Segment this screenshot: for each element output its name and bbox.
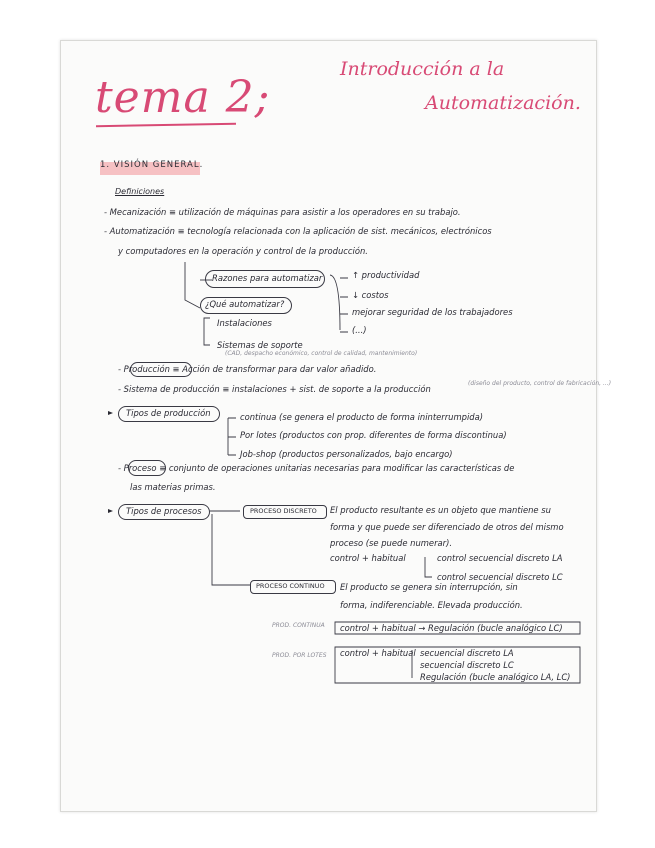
discreto-ctrl-item: control secuencial discreto LC xyxy=(437,572,563,582)
discreto-desc: proceso (se puede numerar). xyxy=(330,538,453,548)
continuo-desc: forma, indiferenciable. Elevada producción. xyxy=(340,600,523,610)
tipos-procesos: Tipos de procesos xyxy=(126,506,202,516)
title-line-1: Introducción a la xyxy=(340,58,505,80)
tipo-item: Job-shop (productos personalizados, bajo encargo) xyxy=(240,449,453,459)
def-automatizacion-1: - Automatización ≡ tecnología relacionada con la aplicación de sist. mecánicos, electrónicos xyxy=(104,226,492,236)
lotes-item: secuencial discreto LA xyxy=(420,648,514,658)
title-line-2: Automatización. xyxy=(425,92,581,114)
def-produccion: - Producción ≡ Acción de transformar para dar valor añadido. xyxy=(118,364,377,374)
prod-lotes: PROD. POR LOTES xyxy=(272,652,327,659)
razones-label: Razones para automatizar xyxy=(212,273,323,283)
def-sistema-produccion: - Sistema de producción ≡ instalaciones + sist. de soporte a la producción xyxy=(118,384,431,394)
section-heading: 1. VISIÓN GENERAL. xyxy=(100,160,204,170)
def-automatizacion-2: y computadores en la operación y control de la producción. xyxy=(118,246,368,256)
discreto-label: PROCESO DISCRETO xyxy=(250,507,317,515)
continuo-label: PROCESO CONTINUO xyxy=(256,582,325,590)
discreto-ctrl-item: control secuencial discreto LA xyxy=(437,553,563,563)
tipos-produccion: Tipos de producción xyxy=(126,408,211,418)
tema-title: tema 2; xyxy=(95,72,271,123)
tipo-item: continua (se genera el producto de forma ininterrumpida) xyxy=(240,412,484,422)
soporte-note: (CAD, despacho económico, control de calidad, mantenimiento) xyxy=(225,350,418,357)
discreto-ctrl: control + habitual xyxy=(330,553,406,563)
continuo-desc: El producto se genera sin interrupción, sin xyxy=(340,582,518,592)
definiciones-label: Definiciones xyxy=(115,187,165,196)
prod-continua: PROD. CONTINUA xyxy=(272,622,325,629)
lotes-item: secuencial discreto LC xyxy=(420,660,514,670)
discreto-desc: forma y que puede ser diferenciado de otros del mismo xyxy=(330,522,564,532)
que-item: Sistemas de soporte xyxy=(217,340,303,350)
tipo-item: Por lotes (productos con prop. diferentes de forma discontinua) xyxy=(240,430,507,440)
prod-lotes-ctrl: control + habitual xyxy=(340,648,416,658)
razon-item: mejorar seguridad de los trabajadores xyxy=(352,307,513,317)
razon-item: ↓ costos xyxy=(352,290,389,300)
razon-item: ↑ productividad xyxy=(352,270,420,280)
def-mecanizacion: - Mecanización ≡ utilización de máquinas para asistir a los operadores en su trabajo. xyxy=(104,207,461,217)
lotes-item: Regulación (bucle analógico LA, LC) xyxy=(420,672,571,682)
def-proceso-1: - Proceso ≡ conjunto de operaciones unitarias necesarias para modificar las características de xyxy=(118,463,515,473)
prod-continua-ctrl: control + habitual → Regulación (bucle analógico LC) xyxy=(340,623,563,633)
razon-item: (...) xyxy=(352,325,367,335)
def-proceso-2: las materias primas. xyxy=(130,482,216,492)
que-automatizar: ¿Qué automatizar? xyxy=(205,299,285,309)
sistema-note: (diseño del producto, control de fabricación, ...) xyxy=(468,380,612,387)
discreto-desc: El producto resultante es un objeto que mantiene su xyxy=(330,505,551,515)
que-item: Instalaciones xyxy=(217,318,272,328)
